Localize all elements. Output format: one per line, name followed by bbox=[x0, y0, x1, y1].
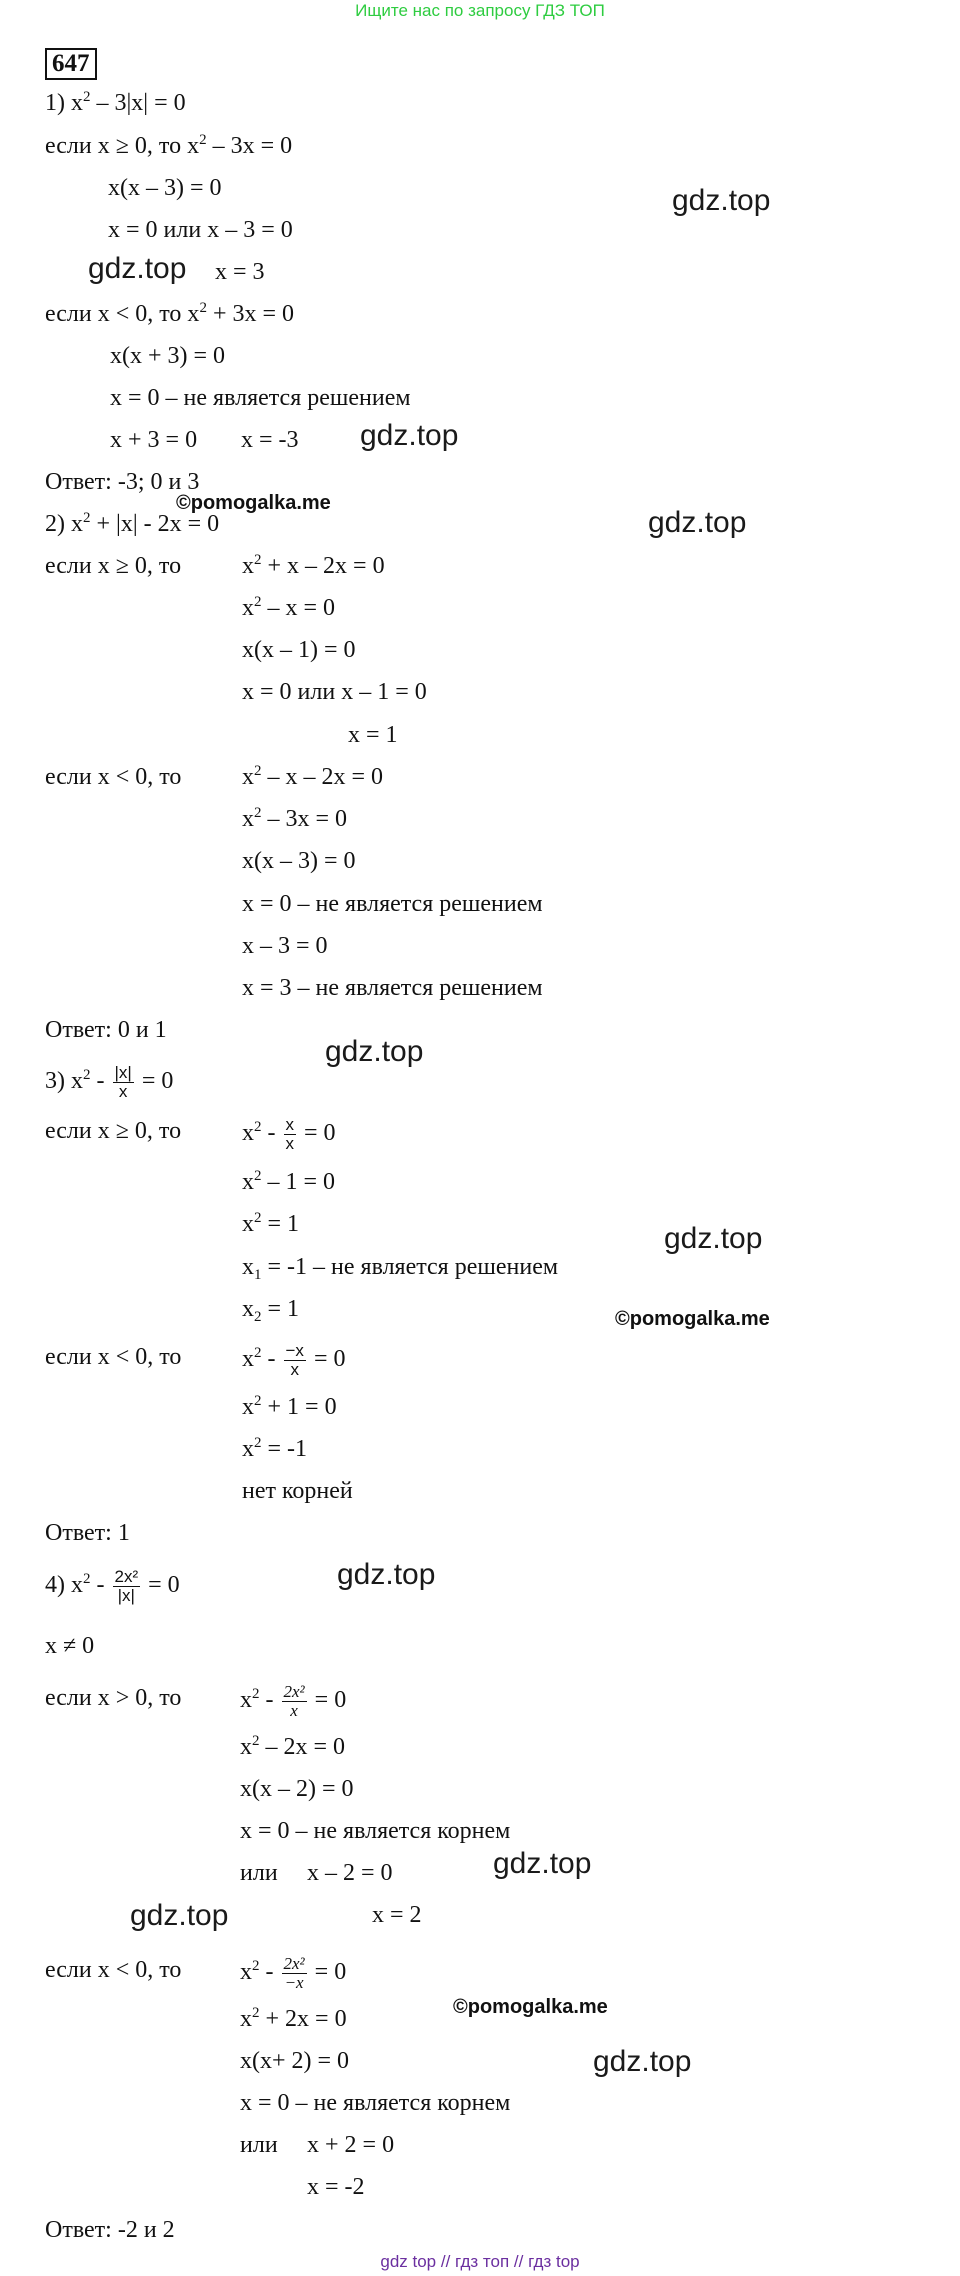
part2-step: $x^2 + x - 2x = 0$ bbox=[242, 552, 385, 579]
part3-step: $x_1 = -1$ – не является решением bbox=[242, 1254, 559, 1283]
part4-statement: 4) $x^2$ - $\frac{\text{2x²}}{|x|}$ = 0 bbox=[45, 1567, 180, 1605]
footer-links bbox=[0, 2252, 960, 2272]
gdz-watermark: gdz.top bbox=[88, 252, 187, 285]
gdz-watermark: gdz.top bbox=[593, 2045, 692, 2078]
gdz-watermark: gdz.top bbox=[664, 1222, 763, 1255]
part3-step: $x^2 = -1$ bbox=[242, 1435, 308, 1462]
footer-link[interactable]: gdz top bbox=[380, 2252, 437, 2271]
footer-separator: // bbox=[440, 2252, 451, 2271]
part4-step: или bbox=[240, 1860, 278, 1886]
part4-step: x – 2 = 0 bbox=[307, 1860, 393, 1886]
part2-step: x = 3 – не является решением bbox=[242, 975, 543, 1001]
part2-step: x – 3 = 0 bbox=[242, 933, 328, 959]
part3-step: нет корней bbox=[242, 1478, 353, 1504]
part4-step: x(x – 2) = 0 bbox=[240, 1776, 354, 1802]
part4-step: x = 0 – не является корнем bbox=[240, 2090, 511, 2116]
part1-case2: если x < 0, то $x^2 + 3x = 0$ bbox=[45, 300, 295, 327]
part4-step: $x^2 + 2x = 0$ bbox=[240, 2005, 347, 2032]
part4-step: x(x+ 2) = 0 bbox=[240, 2048, 350, 2074]
gdz-watermark: gdz.top bbox=[325, 1035, 424, 1068]
part1-step: x = -3 bbox=[241, 427, 299, 453]
pomogalka-watermark: ©pomogalka.me bbox=[615, 1308, 770, 1330]
part3-step: $x_2 = 1$ bbox=[242, 1296, 300, 1325]
part4-step: x = -2 bbox=[307, 2174, 365, 2200]
part2-step: $x^2 - x = 0$ bbox=[242, 594, 336, 621]
part4-step: $x^2$ - $\frac{\text{2x²}}{-x}$ = 0 bbox=[240, 1954, 347, 1992]
part2-step: $x^2 - x - 2x = 0$ bbox=[242, 763, 384, 790]
footer-link[interactable]: гдз top bbox=[528, 2252, 580, 2271]
part2-step: x = 0 – не является решением bbox=[242, 891, 543, 917]
part3-statement: 3) $x^2$ - $\frac{|x|}{x}$ = 0 bbox=[45, 1063, 174, 1101]
task-number: 647 bbox=[45, 48, 97, 80]
part4-step: x + 2 = 0 bbox=[307, 2132, 395, 2158]
part4-case1: если x > 0, то bbox=[45, 1685, 182, 1711]
gdz-watermark: gdz.top bbox=[337, 1558, 436, 1591]
pomogalka-watermark: ©pomogalka.me bbox=[453, 1996, 608, 2018]
pomogalka-watermark: ©pomogalka.me bbox=[176, 492, 331, 514]
part2-step: $x^2 - 3x = 0$ bbox=[242, 805, 348, 832]
part4-step: x = 2 bbox=[372, 1902, 422, 1928]
part4-condition: x ≠ 0 bbox=[45, 1633, 95, 1659]
part3-step: $x^2$ - $\frac{-x}{x}$ = 0 bbox=[242, 1341, 346, 1379]
part3-case2: если x < 0, то bbox=[45, 1344, 182, 1370]
part4-step: $x^2 - 2x = 0$ bbox=[240, 1733, 346, 1760]
part4-step: $x^2$ - $\frac{\text{2x²}}{x}$ = 0 bbox=[240, 1682, 347, 1720]
gdz-watermark: gdz.top bbox=[130, 1899, 229, 1932]
part4-case2: если x < 0, то bbox=[45, 1957, 182, 1983]
gdz-watermark: gdz.top bbox=[493, 1847, 592, 1880]
gdz-watermark: gdz.top bbox=[360, 419, 459, 452]
part1-statement: 1) $x^2 - 3|x| = 0$ bbox=[45, 89, 186, 116]
part3-case1: если x ≥ 0, то bbox=[45, 1118, 182, 1144]
part2-statement: 2) $x^2 + |x| - 2x = 0$ bbox=[45, 510, 220, 537]
part1-step: x + 3 = 0 bbox=[110, 427, 198, 453]
part3-step: $x^2$ - $\frac{x}{x}$ = 0 bbox=[242, 1115, 336, 1153]
gdz-watermark: gdz.top bbox=[672, 184, 771, 217]
part3-answer: Ответ: 1 bbox=[45, 1520, 130, 1546]
gdz-watermark: gdz.top bbox=[648, 506, 747, 539]
part4-step: x = 0 – не является корнем bbox=[240, 1818, 511, 1844]
footer-separator: // bbox=[513, 2252, 524, 2271]
part3-step: $x^2 = 1$ bbox=[242, 1210, 300, 1237]
part2-step: x = 0 или x – 1 = 0 bbox=[242, 679, 427, 705]
part3-step: $x^2 - 1 = 0$ bbox=[242, 1168, 336, 1195]
part2-step: x(x – 3) = 0 bbox=[242, 848, 356, 874]
part4-step: или bbox=[240, 2132, 278, 2158]
top-banner[interactable]: Ищите нас по запросу ГДЗ ТОП bbox=[355, 1, 605, 20]
part1-step: x(x – 3) = 0 bbox=[108, 175, 222, 201]
part1-step: x(x + 3) = 0 bbox=[110, 343, 226, 369]
part1-step: x = 0 или x – 3 = 0 bbox=[108, 217, 293, 243]
footer-link[interactable]: гдз топ bbox=[455, 2252, 510, 2271]
part1-answer: Ответ: -3; 0 и 3 bbox=[45, 469, 200, 495]
part2-answer: Ответ: 0 и 1 bbox=[45, 1017, 167, 1043]
part2-case1: если x ≥ 0, то bbox=[45, 553, 182, 579]
part1-case1: если x ≥ 0, то $x^2 - 3x = 0$ bbox=[45, 132, 293, 159]
part2-step: x = 1 bbox=[348, 722, 398, 748]
part2-case2: если x < 0, то bbox=[45, 764, 182, 790]
part2-step: x(x – 1) = 0 bbox=[242, 637, 356, 663]
part3-step: $x^2 + 1 = 0$ bbox=[242, 1393, 337, 1420]
part1-step: x = 0 – не является решением bbox=[110, 385, 411, 411]
part1-step: x = 3 bbox=[215, 259, 265, 285]
part4-answer: Ответ: -2 и 2 bbox=[45, 2217, 175, 2243]
